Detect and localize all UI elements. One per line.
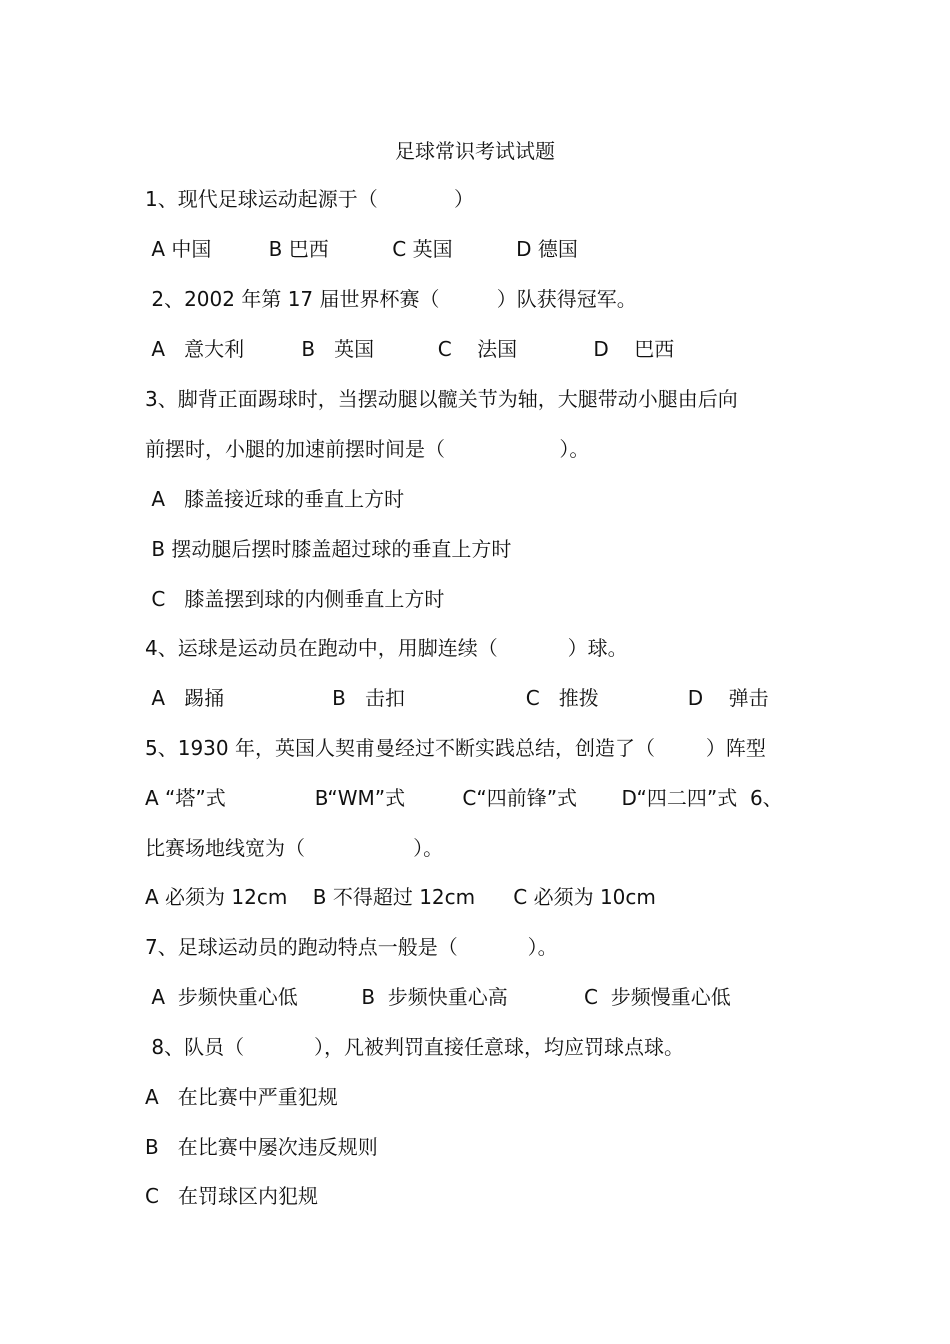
question-3-line-1: 3、脚背正面踢球时，当摆动腿以髋关节为轴，大腿带动小腿由后向 — [145, 387, 738, 411]
question-3-option-b: B 摆动腿后摆时膝盖超过球的垂直上方时 — [145, 537, 512, 561]
question-6-options: A 必须为 12cm B 不得超过 12cm C 必须为 10cm — [145, 885, 656, 909]
question-2-options: A 意大利 B 英国 C 法国 D 巴西 — [145, 337, 675, 361]
question-8-option-a: A 在比赛中严重犯规 — [145, 1085, 338, 1109]
question-4-options: A 踢捅 B 击扣 C 推拨 D 弹击 — [145, 686, 769, 710]
question-7-options: A 步频快重心低 B 步频快重心高 C 步频慢重心低 — [145, 985, 731, 1009]
document-title: 足球常识考试试题 — [395, 139, 555, 163]
question-5-options: A “塔”式 B“WM”式 C“四前锋”式 D“四二四”式 6、 — [145, 786, 783, 810]
question-8-option-c: C 在罚球区内犯规 — [145, 1184, 319, 1208]
question-1: 1、现代足球运动起源于（ ） — [145, 187, 475, 211]
question-1-options: A 中国 B 巴西 C 英国 D 德国 — [145, 237, 578, 261]
question-3-option-c: C 膝盖摆到球的内侧垂直上方时 — [145, 587, 445, 611]
question-6: 比赛场地线宽为（ ）。 — [145, 836, 444, 860]
question-3-option-a: A 膝盖接近球的垂直上方时 — [145, 487, 405, 511]
question-5: 5、1930 年，英国人契甫曼经过不断实践总结，创造了（ ）阵型 — [145, 736, 766, 760]
question-4: 4、运球是运动员在跑动中，用脚连续（ ）球。 — [145, 636, 628, 660]
question-7: 7、足球运动员的跑动特点一般是（ ）。 — [145, 935, 558, 959]
question-8: 8、队员（ ），凡被判罚直接任意球，均应罚球点球。 — [145, 1035, 685, 1059]
question-2: 2、2002 年第 17 届世界杯赛（ ）队获得冠军。 — [145, 287, 637, 311]
question-3-line-2: 前摆时，小腿的加速前摆时间是（ ）。 — [145, 437, 590, 461]
question-8-option-b: B 在比赛中屡次违反规则 — [145, 1135, 378, 1159]
